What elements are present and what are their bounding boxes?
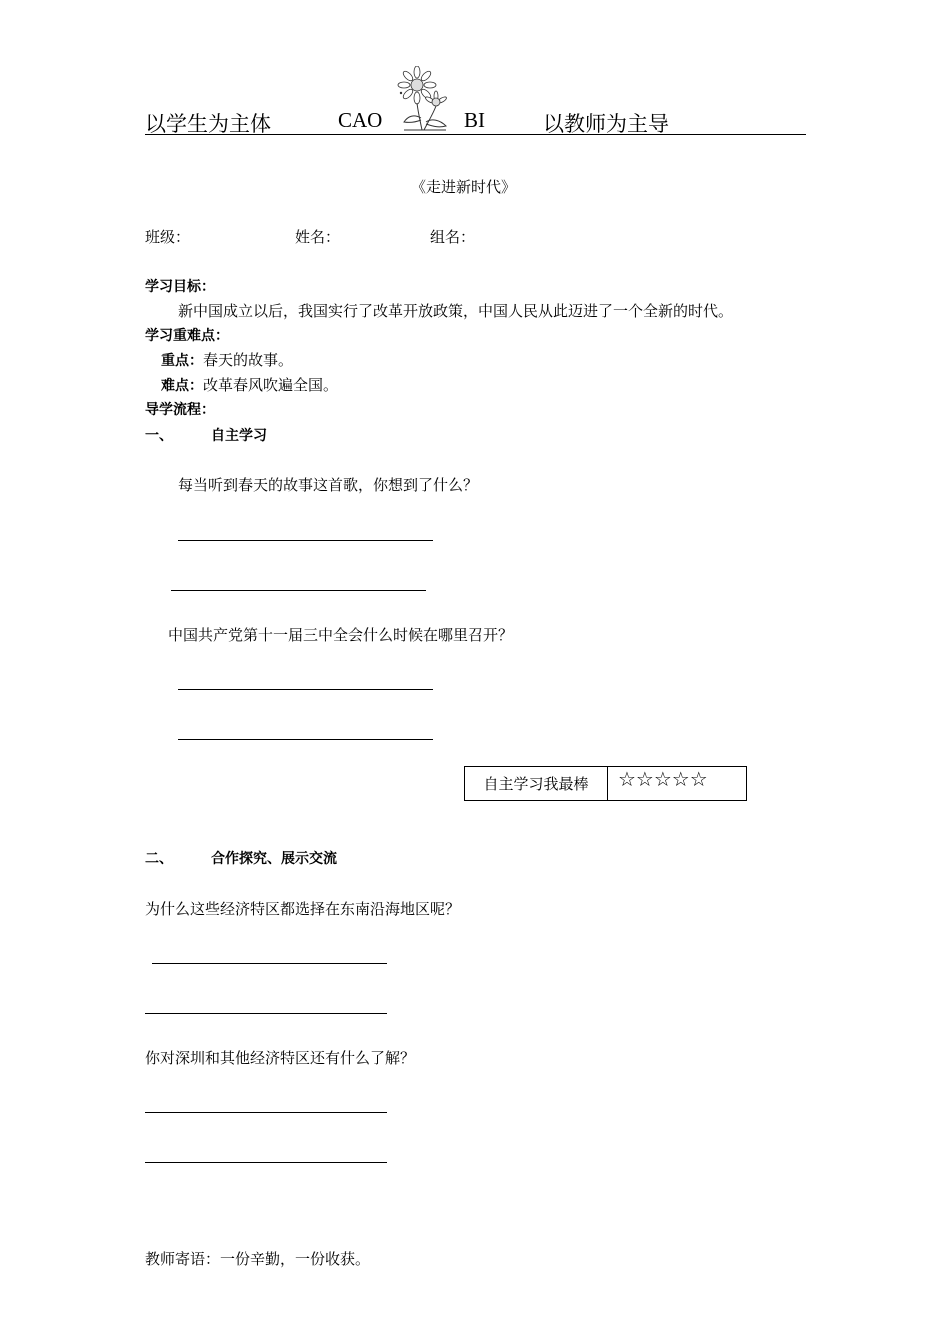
answer-blank[interactable] [152,963,387,964]
page-title: 《走进新时代》 [411,178,517,196]
focus-line [161,349,293,370]
name-label: 姓名： [295,228,341,246]
key-points-heading: 学习重难点： [145,328,229,344]
self-study-rating-table [464,766,747,801]
difficulty-line [161,374,338,395]
answer-blank[interactable] [145,1112,387,1113]
difficulty-text: 改革春风吹遍全国。 [203,376,339,394]
section1-number: 一、 [145,428,173,444]
class-label: 班级： [145,228,191,246]
flow-heading: 导学流程： [145,402,215,418]
answer-blank[interactable] [178,689,433,690]
answer-blank[interactable] [171,590,426,591]
teacher-message: 教师寄语：一份辛勤，一份收获。 [145,1250,371,1268]
answer-blank[interactable] [178,540,433,541]
group-label: 组名： [430,228,476,246]
section1-question-2: 中国共产党第十一届三中全会什么时候在哪里召开？ [168,626,514,644]
section2-title: 合作探究、展示交流 [211,851,337,867]
section1-question-1: 每当听到春天的故事这首歌，你想到了什么？ [178,476,479,494]
focus-text: 春天的故事。 [203,351,294,369]
section2-question-2: 你对深圳和其他经济特区还有什么了解？ [145,1049,416,1067]
header-word-bi: BI [464,108,485,132]
rating-label: 自主学习我最棒 [465,767,608,800]
answer-blank[interactable] [178,739,433,740]
section1-title: 自主学习 [211,428,267,444]
daisy-flower-icon [394,66,454,132]
header-right-motto: 以教师为主导 [543,112,669,136]
header-left-motto: 以学生为主体 [145,112,271,136]
answer-blank[interactable] [145,1013,387,1014]
section2-question-1: 为什么这些经济特区都选择在东南沿海地区呢？ [145,900,461,918]
rating-stars[interactable]: ☆☆☆☆☆ [618,767,708,791]
difficulty-label: 难点： [161,378,203,394]
header-word-cao: CAO [338,108,383,132]
section2-number: 二、 [145,851,173,867]
header-divider [145,134,806,135]
goals-heading: 学习目标： [145,279,215,295]
goals-text: 新中国成立以后，我国实行了改革开放政策，中国人民从此迈进了一个全新的时代。 [178,302,734,320]
answer-blank[interactable] [145,1162,387,1163]
focus-label: 重点： [161,353,203,369]
